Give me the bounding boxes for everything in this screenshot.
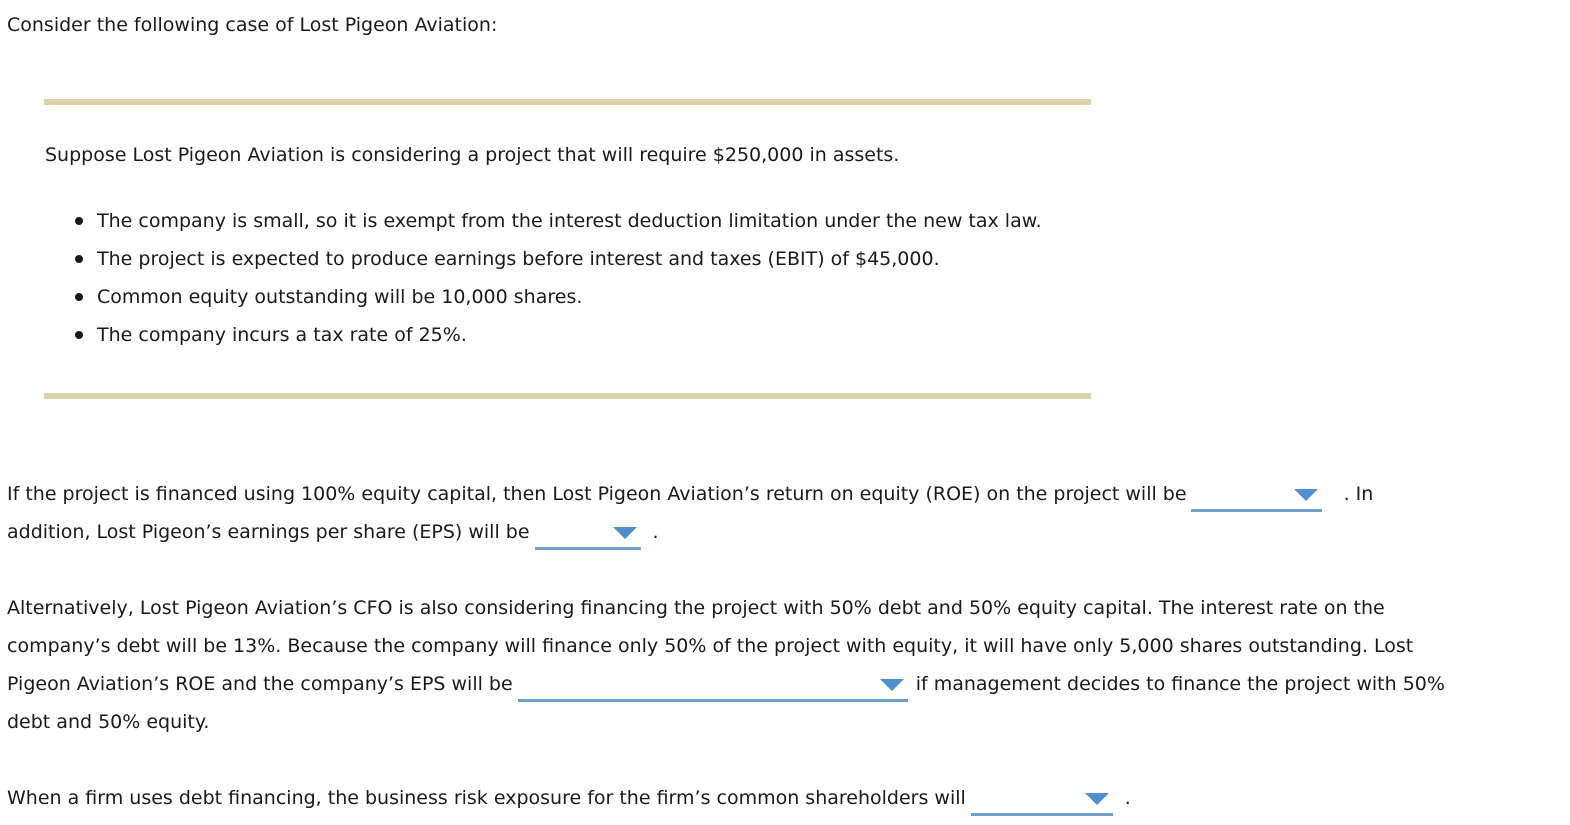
list-item-text: The company incurs a tax rate of 25%. <box>97 324 467 346</box>
bullet-icon <box>75 331 83 339</box>
question-text: . <box>652 521 659 543</box>
case-assumptions-list <box>0 206 1042 358</box>
case-top-divider <box>44 99 1091 105</box>
roe-eps-debt-dropdown[interactable] <box>518 673 908 702</box>
question-debt-financing <box>7 589 1547 741</box>
question-text: If the project is financed using 100% equity capital, then Lost Pigeon Aviation’s return on equity (ROE) on the project will be <box>7 483 1187 505</box>
chevron-down-icon <box>880 679 904 691</box>
chevron-down-icon <box>1085 793 1109 805</box>
question-line: Alternatively, Lost Pigeon Aviation’s CFO is also considering financing the project with 50% debt and 50% equity capital. The interest rate on the <box>7 597 1385 619</box>
chevron-down-icon <box>613 527 637 539</box>
case-description: Suppose Lost Pigeon Aviation is considering a project that will require $250,000 in assets. <box>45 144 900 166</box>
question-text: Pigeon Aviation’s ROE and the company’s EPS will be <box>7 673 513 695</box>
list-item <box>0 206 1042 244</box>
list-item <box>0 244 1042 282</box>
question-equity-financing <box>7 475 1547 551</box>
question-text: . <box>1124 787 1131 809</box>
question-business-risk <box>7 779 1547 817</box>
question-line: company’s debt will be 13%. Because the company will finance only 50% of the project with equity, it will have only 5,000 shares outstanding. Lost <box>7 635 1414 657</box>
question-text: When a firm uses debt financing, the business risk exposure for the firm’s common shareholders will <box>7 787 966 809</box>
question-text: addition, Lost Pigeon’s earnings per share (EPS) will be <box>7 521 530 543</box>
question-text: . In <box>1343 483 1374 505</box>
bullet-icon <box>75 217 83 225</box>
bullet-icon <box>75 293 83 301</box>
bullet-icon <box>75 255 83 263</box>
question-line <box>7 665 1547 703</box>
case-intro-heading: Consider the following case of Lost Pigeon Aviation: <box>7 14 498 36</box>
list-item-text: Common equity outstanding will be 10,000 shares. <box>97 286 583 308</box>
question-line <box>7 475 1547 513</box>
list-item <box>0 282 1042 320</box>
list-item-text: The project is expected to produce earnings before interest and taxes (EBIT) of $45,000. <box>97 248 940 270</box>
business-risk-dropdown[interactable] <box>971 787 1113 816</box>
eps-equity-dropdown[interactable] <box>535 521 641 550</box>
question-text: if management decides to finance the project with 50% <box>915 673 1445 695</box>
list-item-text: The company is small, so it is exempt from the interest deduction limitation under the new tax law. <box>97 210 1042 232</box>
question-line: debt and 50% equity. <box>7 711 210 733</box>
case-bottom-divider <box>44 393 1091 399</box>
question-line <box>7 513 1547 551</box>
list-item <box>0 320 1042 358</box>
roe-equity-dropdown[interactable] <box>1191 483 1322 512</box>
chevron-down-icon <box>1294 489 1318 501</box>
